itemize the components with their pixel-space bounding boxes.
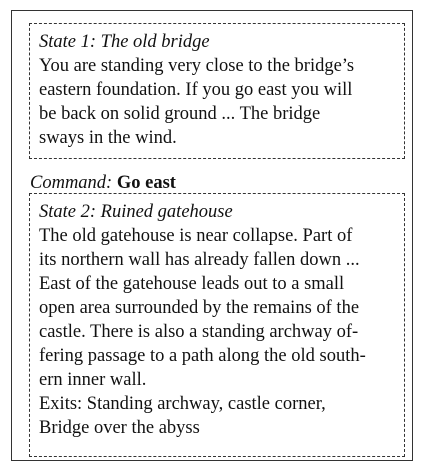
state-2-title: State 2: Ruined gatehouse [39,202,233,222]
state-2-line: Exits: Standing archway, castle corner, [39,394,326,414]
state-2-line: The old gatehouse is near collapse. Part of [39,226,353,246]
state-1-line: You are standing very close to the bridge’s [39,56,355,76]
state-1-line: be back on solid ground ... The bridge [39,104,321,124]
state-2-line: open area surrounded by the remains of the [39,298,360,318]
state-2-box [29,193,405,457]
state-2-line: its northern wall has already fallen down ... [39,250,360,270]
state-1-title: State 1: The old bridge [39,32,210,52]
state-1-box [29,23,405,159]
command-label: Command: [30,173,113,193]
state-2-line: ern inner wall. [39,370,147,390]
state-2-line: East of the gatehouse leads out to a small [39,274,345,294]
state-2-line: castle. There is also a standing archway of- [39,322,359,342]
state-1-line: eastern foundation. If you go east you will [39,80,353,100]
command-value: Go east [116,173,176,193]
command-line [30,172,176,194]
state-1-line: sways in the wind. [39,128,177,148]
state-2-line: fering passage to a path along the old south- [39,346,366,366]
state-2-line: Bridge over the abyss [39,418,200,438]
